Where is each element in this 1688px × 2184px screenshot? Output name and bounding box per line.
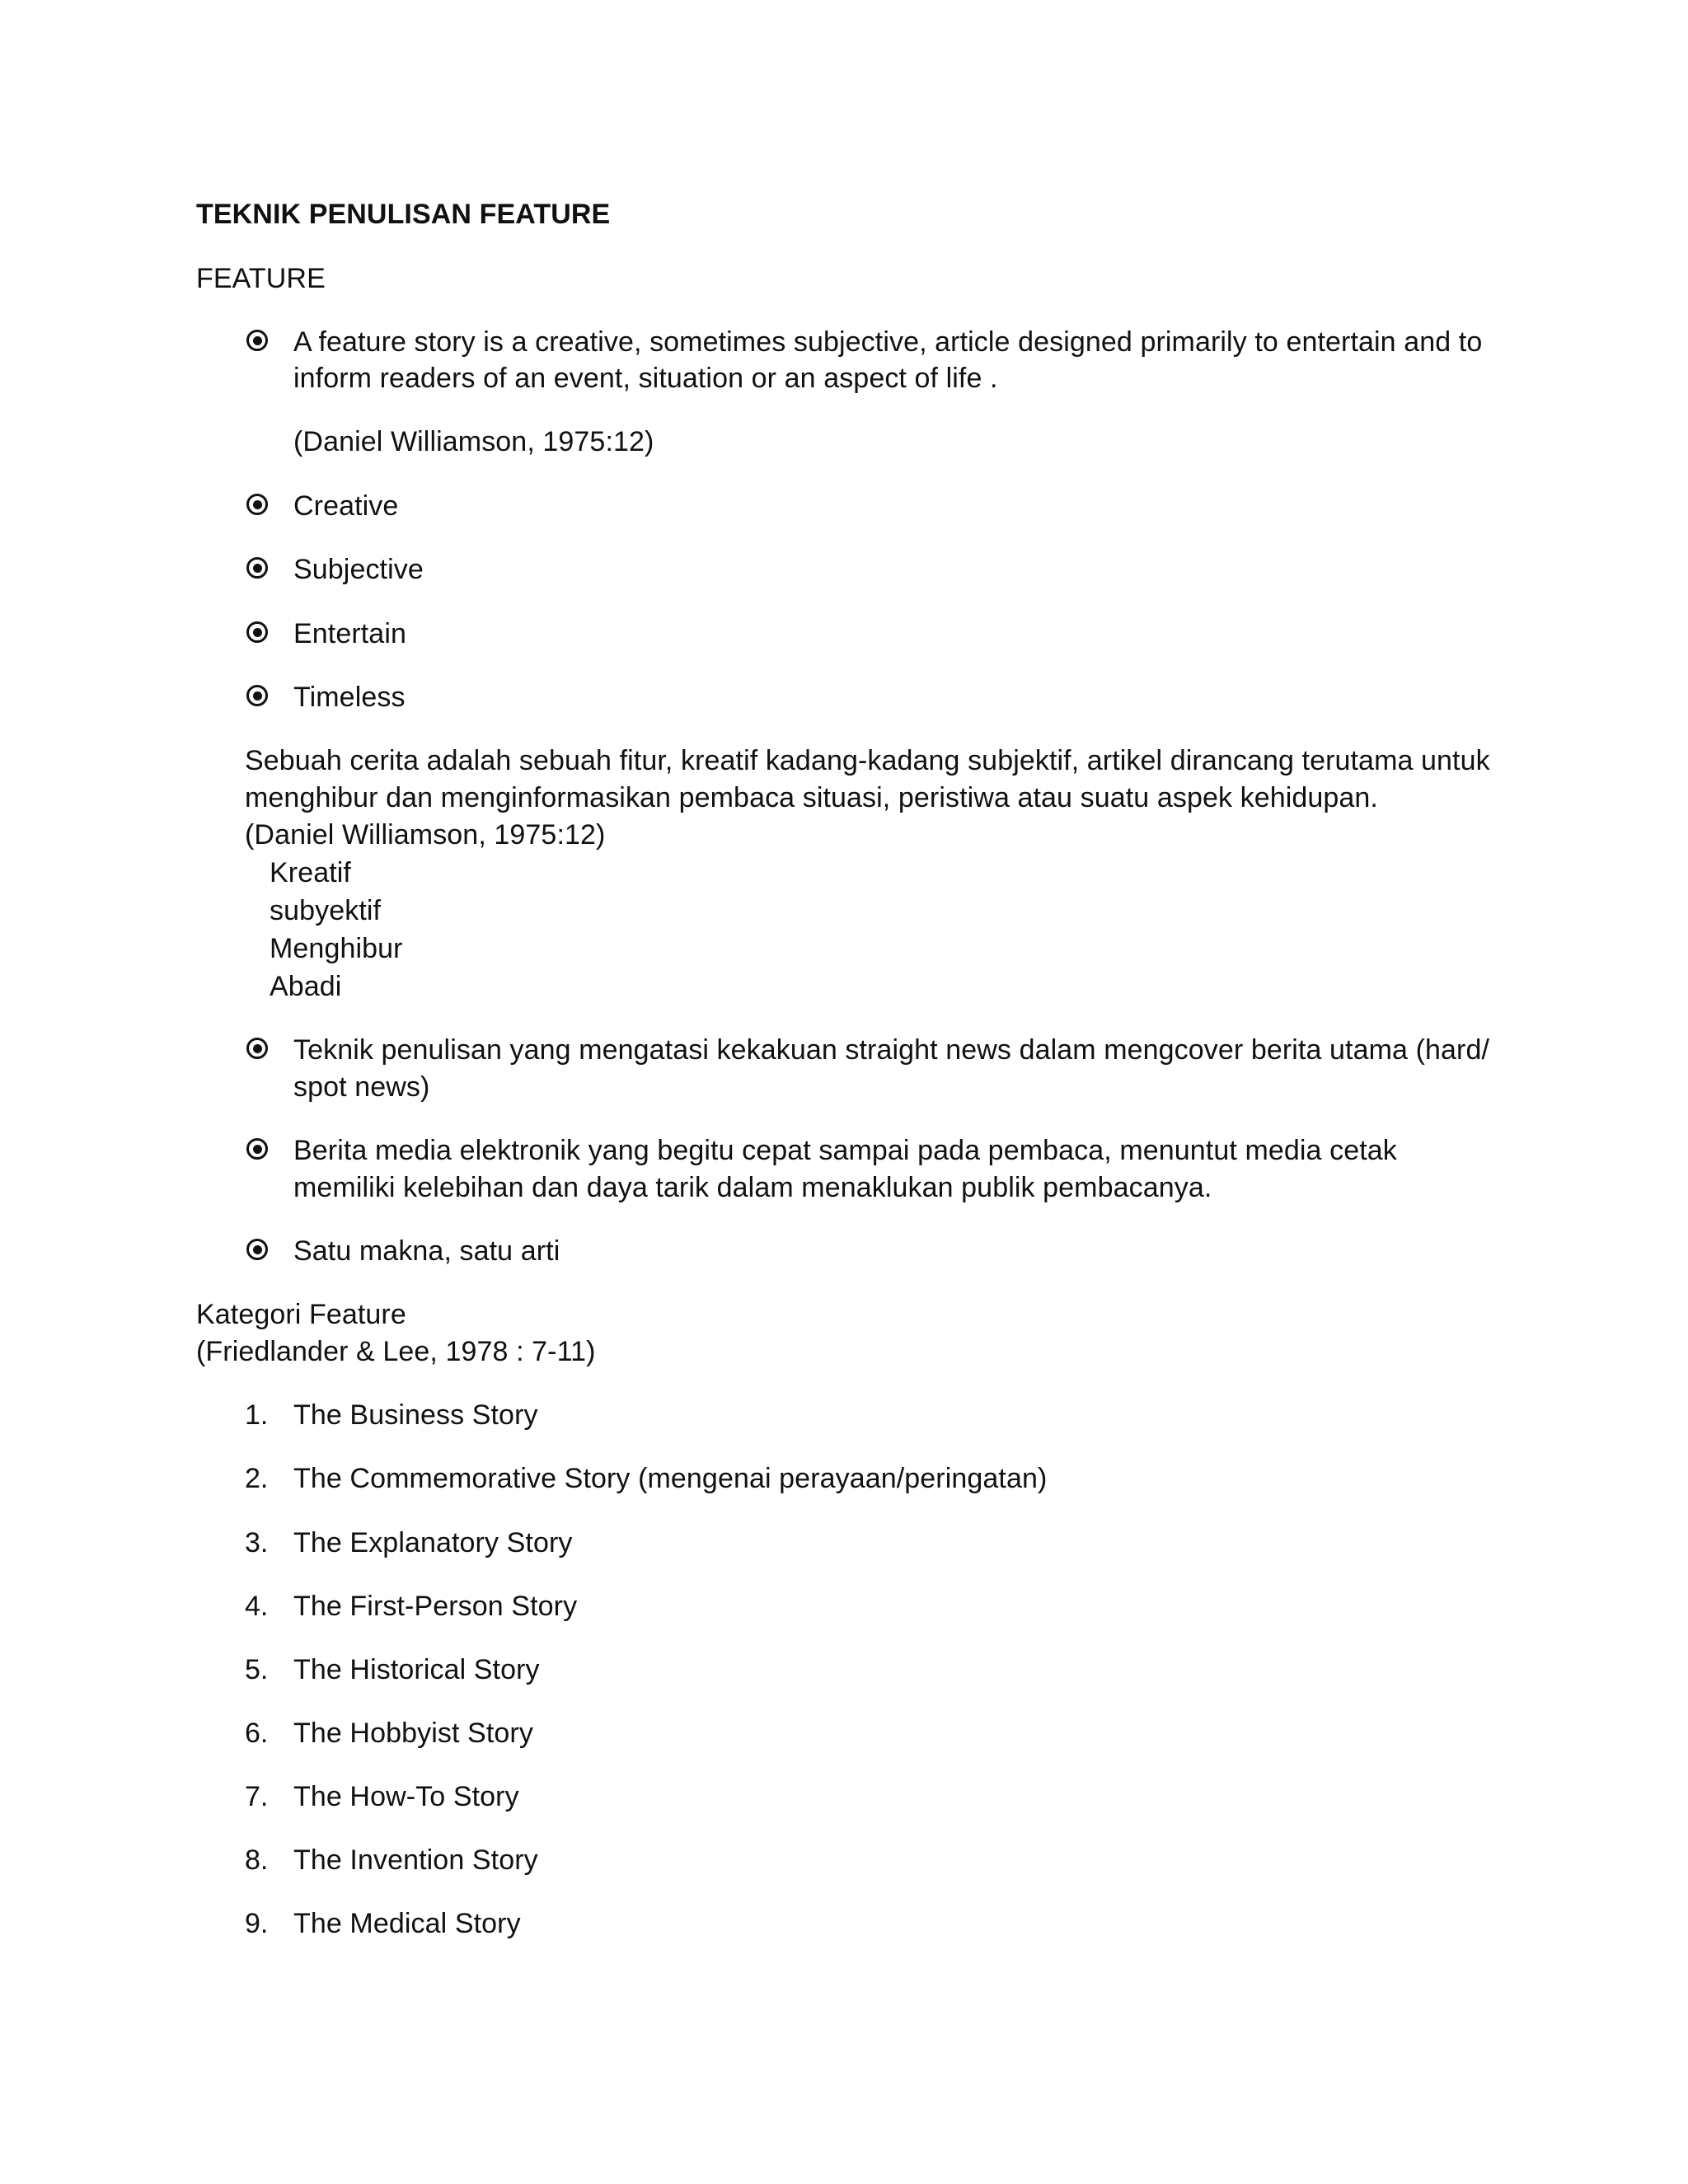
categories-citation: (Friedlander & Lee, 1978 : 7-11)	[196, 1336, 596, 1367]
keyword-id-subyektif: subyektif	[270, 895, 382, 926]
category-item: The How-To Story	[293, 1781, 519, 1812]
category-item: The Medical Story	[293, 1908, 521, 1939]
point-2-line-1: Berita media elektronik yang begitu cepat sampai pada pembaca, menuntut media cetak	[293, 1135, 1397, 1166]
category-number: 8.	[245, 1844, 269, 1876]
radio-bullet-icon	[246, 494, 268, 515]
definition-id-citation: (Daniel Williamson, 1975:12)	[245, 819, 606, 851]
category-item: The Business Story	[293, 1399, 538, 1431]
definition-id-line-1: Sebuah cerita adalah sebuah fitur, kreatif kadang-kadang subjektif, artikel dirancang terutama untuk	[245, 745, 1490, 776]
point-1-line-2: spot news)	[293, 1071, 430, 1103]
keyword-en-subjective: Subjective	[293, 554, 424, 585]
category-item: The Explanatory Story	[293, 1527, 573, 1558]
point-3-line-1: Satu makna, satu arti	[293, 1235, 560, 1267]
radio-bullet-icon	[246, 685, 268, 706]
keyword-id-kreatif: Kreatif	[270, 857, 351, 888]
category-item: The Commemorative Story (mengenai perayaan/peringatan)	[293, 1463, 1048, 1494]
category-number: 3.	[245, 1527, 269, 1558]
categories-heading: Kategori Feature	[196, 1299, 406, 1330]
definition-en-line-1: A feature story is a creative, sometimes subjective, article designed primarily to entertain and to	[293, 326, 1483, 358]
radio-bullet-icon	[246, 1239, 268, 1260]
keyword-en-creative: Creative	[293, 490, 399, 522]
category-item: The Invention Story	[293, 1844, 538, 1876]
document-title: TEKNIK PENULISAN FEATURE	[196, 199, 611, 230]
category-number: 2.	[245, 1463, 269, 1494]
radio-bullet-icon	[246, 1038, 268, 1059]
radio-bullet-icon	[246, 557, 268, 579]
keyword-en-timeless: Timeless	[293, 682, 406, 713]
definition-id-line-2: menghibur dan menginformasikan pembaca situasi, peristiwa atau suatu aspek kehidupan.	[245, 782, 1378, 813]
category-number: 5.	[245, 1654, 269, 1685]
category-number: 7.	[245, 1781, 269, 1812]
category-item: The First-Person Story	[293, 1591, 578, 1622]
category-number: 4.	[245, 1591, 269, 1622]
point-2-line-2: memiliki kelebihan dan daya tarik dalam menaklukan publik pembacanya.	[293, 1172, 1212, 1203]
category-number: 9.	[245, 1908, 269, 1939]
keyword-id-menghibur: Menghibur	[270, 933, 403, 964]
category-number: 1.	[245, 1399, 269, 1431]
keyword-id-abadi: Abadi	[270, 971, 342, 1002]
definition-en-citation: (Daniel Williamson, 1975:12)	[293, 426, 654, 457]
keyword-en-entertain: Entertain	[293, 618, 406, 649]
category-number: 6.	[245, 1718, 269, 1749]
radio-bullet-icon	[246, 330, 268, 351]
category-item: The Historical Story	[293, 1654, 540, 1685]
category-item: The Hobbyist Story	[293, 1718, 533, 1749]
radio-bullet-icon	[246, 621, 268, 643]
point-1-line-1: Teknik penulisan yang mengatasi kekakuan straight news dalam mengcover berita utama (hard/	[293, 1034, 1490, 1066]
section-heading: FEATURE	[196, 263, 326, 294]
radio-bullet-icon	[246, 1138, 268, 1160]
definition-en-line-2: inform readers of an event, situation or an aspect of life .	[293, 363, 998, 394]
